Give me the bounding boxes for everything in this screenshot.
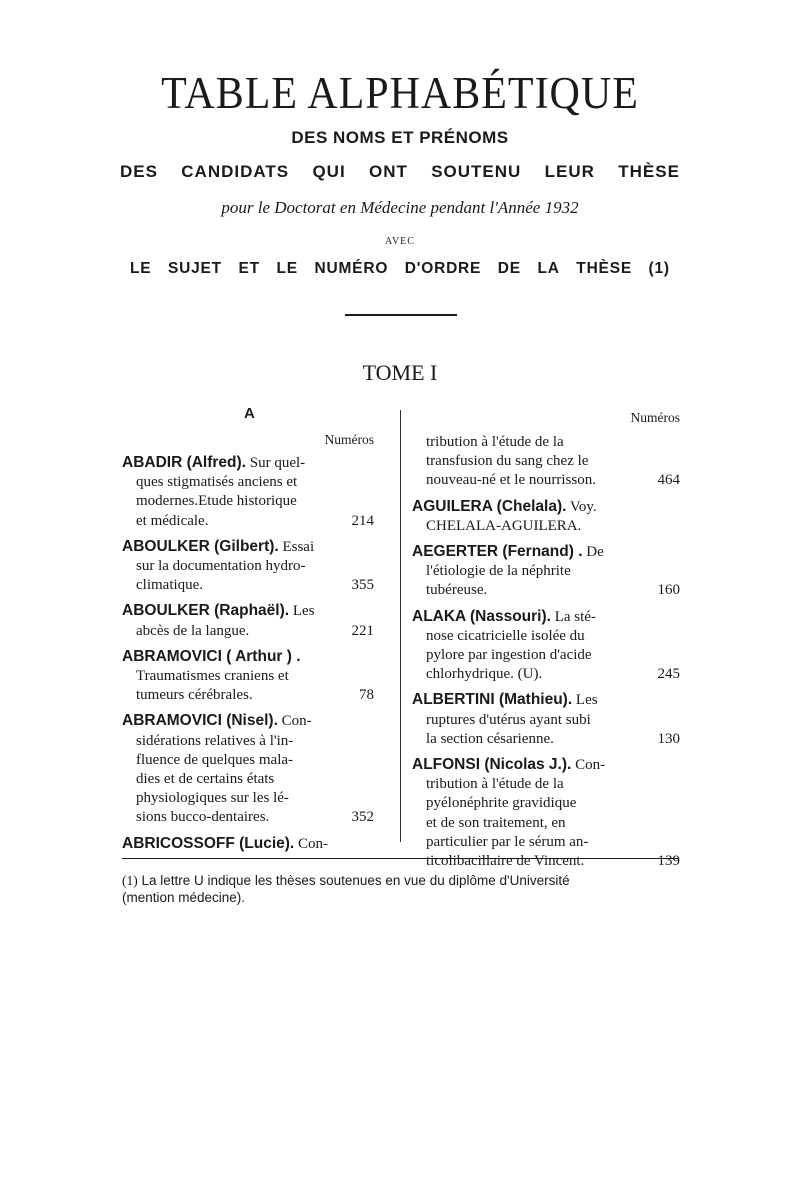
entry-line: nose cicatricielle isolée du (426, 627, 585, 644)
footnote (122, 872, 682, 906)
entry-name: ABRAMOVICI (Nisel). (122, 712, 278, 730)
entry-text: Con- (571, 757, 606, 774)
entry-text: chlorhydrique. (U). (426, 666, 543, 683)
numeros-header-left: Numéros (324, 432, 374, 447)
index-entry (122, 601, 374, 640)
page-title: TABLE ALPHABÉTIQUE (161, 69, 639, 119)
entry-line: sur la documentation hydro- (136, 558, 306, 575)
entry-text: Essai (278, 538, 315, 555)
entry-first-line (122, 834, 374, 854)
left-column (122, 405, 374, 860)
entry-name: AEGERTER (Fernand) . (412, 543, 583, 561)
entry-text: Les (289, 603, 315, 620)
entry-last-line (412, 730, 680, 749)
entry-first-line (122, 601, 374, 621)
thesis-number: 221 (351, 622, 374, 639)
index-entry (412, 755, 680, 871)
entry-first-line (122, 647, 374, 667)
entry-line: ques stigmatisés anciens et (136, 474, 298, 491)
entry-name: ALBERTINI (Mathieu). (412, 691, 573, 709)
entry-line: dies et de certains états (136, 771, 275, 788)
index-entry (122, 537, 374, 596)
footnote-marker: (1) (122, 873, 138, 888)
heading-word: ONT (369, 162, 408, 181)
heading-word: THÈSE (618, 162, 680, 181)
entry-text: De (582, 544, 604, 561)
thesis-number: 352 (351, 809, 374, 826)
thesis-number: 355 (351, 577, 374, 594)
entry-last-line (122, 512, 374, 531)
entry-text: abcès de la langue. (136, 622, 250, 639)
entry-last-line (412, 581, 680, 600)
entry-first-line (412, 542, 680, 562)
heading-word: ET (238, 260, 260, 277)
right-entry-list (412, 433, 680, 871)
entry-text: CHELALA-AGUILERA. (426, 517, 582, 534)
entry-text: climatique. (136, 577, 204, 594)
entry-name: ABRAMOVICI ( Arthur ) . (122, 647, 301, 665)
entry-text: ticolibacillaire de Vincent. (426, 853, 585, 870)
entry-name: ABOULKER (Gilbert). (122, 537, 279, 555)
subtitle-candidates (120, 162, 680, 182)
entry-first-line (122, 537, 374, 557)
entry-name: AGUILERA (Chelala). (412, 497, 567, 515)
entry-line: pylore par ingestion d'acide (426, 647, 592, 664)
entry-line: transfusion du sang chez le (426, 453, 589, 470)
heading-word: LE (276, 260, 298, 277)
heading-word: SOUTENU (431, 162, 522, 181)
entry-last-line (122, 686, 374, 705)
entry-line: modernes.Etude historique (136, 493, 297, 510)
entry-text: nouveau-né et le nourrisson. (426, 472, 596, 489)
entry-text: Con- (277, 713, 312, 730)
entry-text: sions bucco-dentaires. (136, 809, 270, 826)
entry-last-line (412, 517, 680, 536)
entry-text: La sté- (550, 608, 596, 625)
index-entry (412, 497, 680, 536)
subtitle-avec: AVEC (385, 236, 415, 247)
entry-line: tribution à l'étude de la (426, 776, 564, 793)
entry-line: fluence de quelques mala- (136, 751, 294, 768)
entry-first-line (122, 453, 374, 473)
heading-word: DE (497, 260, 521, 277)
heading-word: DES (120, 162, 158, 181)
entry-name: ABRICOSSOFF (Lucie). (122, 834, 295, 852)
entry-text: Con- (294, 835, 328, 852)
entry-first-line (412, 607, 680, 627)
volume-heading: TOME I (362, 360, 438, 385)
entry-text: la section césarienne. (426, 730, 554, 747)
entry-text: Les (572, 692, 598, 709)
index-entry (412, 542, 680, 601)
entry-line: l'étiologie de la néphrite (426, 563, 571, 580)
entry-name: ALFONSI (Nicolas J.). (412, 756, 572, 774)
index-entry (122, 711, 374, 827)
entry-line: et de son traitement, en (426, 814, 566, 831)
entry-text: et médicale. (136, 512, 209, 529)
heading-word: SUJET (167, 260, 222, 277)
entry-line: Traumatismes craniens et (136, 668, 289, 685)
column-divider (400, 410, 401, 842)
thesis-number: 130 (657, 730, 680, 747)
entry-last-line (122, 576, 374, 595)
entry-first-line (122, 711, 374, 731)
entry-first-line (412, 755, 680, 775)
title-rule (345, 314, 457, 316)
entry-line: particulier par le sérum an- (426, 833, 589, 850)
entry-last-line (122, 622, 374, 641)
entry-first-line (412, 497, 680, 517)
entry-name: ABOULKER (Raphaël). (122, 602, 290, 620)
entry-name: ABADIR (Alfred). (122, 454, 246, 471)
entry-name: ALAKA (Nassouri). (412, 607, 551, 625)
thesis-number: 464 (657, 472, 680, 489)
numeros-header-right: Numéros (630, 410, 680, 425)
heading-word: NUMÉRO (314, 260, 389, 277)
index-entry (122, 834, 374, 854)
heading-word: LA (537, 260, 560, 277)
heading-word: LE (130, 260, 152, 277)
thesis-number: 245 (657, 666, 680, 683)
entry-line: pyélonéphrite gravidique (426, 795, 577, 812)
heading-word: (1) (648, 260, 670, 277)
right-column (412, 405, 680, 877)
heading-word: CANDIDATS (181, 162, 290, 181)
heading-word: QUI (312, 162, 346, 181)
entry-last-line (412, 665, 680, 684)
subtitle-subject (130, 260, 670, 278)
entry-last-line (412, 852, 680, 871)
heading-word: THÈSE (576, 260, 632, 277)
index-entry (122, 647, 374, 706)
footnote-rule (122, 858, 678, 859)
entry-text: Sur quel- (246, 455, 306, 471)
entry-text: Voy. (566, 498, 597, 515)
entry-text: tubéreuse. (426, 582, 488, 599)
entry-first-line (412, 690, 680, 710)
index-entry (412, 690, 680, 749)
index-entry (122, 453, 374, 531)
index-entry (412, 607, 680, 685)
thesis-number: 78 (359, 687, 374, 704)
footnote-text: La lettre U indique les thèses soutenues en vue du diplôme d'Université (137, 873, 570, 888)
footnote-text-2: (mention médecine). (122, 890, 246, 905)
continued-entry (412, 433, 680, 491)
subtitle-names: DES NOMS ET PRÉNOMS (291, 128, 509, 147)
entry-last-line (122, 808, 374, 827)
subtitle-doctorate: pour le Doctorat en Médecine pendant l'Année 1932 (221, 198, 579, 217)
thesis-number: 139 (657, 853, 680, 870)
entry-line: ruptures d'utérus ayant subi (426, 711, 591, 728)
thesis-number: 214 (351, 512, 374, 529)
entry-text: tumeurs cérébrales. (136, 687, 253, 704)
heading-word: LEUR (544, 162, 595, 181)
entry-line: tribution à l'étude de la (426, 434, 564, 450)
entry-line: sidérations relatives à l'in- (136, 732, 294, 749)
thesis-number: 160 (657, 582, 680, 599)
section-letter: A (244, 405, 255, 422)
left-entry-list (122, 453, 374, 854)
entry-line: physiologiques sur les lé- (136, 790, 289, 807)
entry-last-line (412, 471, 680, 490)
heading-word: D'ORDRE (404, 260, 482, 277)
